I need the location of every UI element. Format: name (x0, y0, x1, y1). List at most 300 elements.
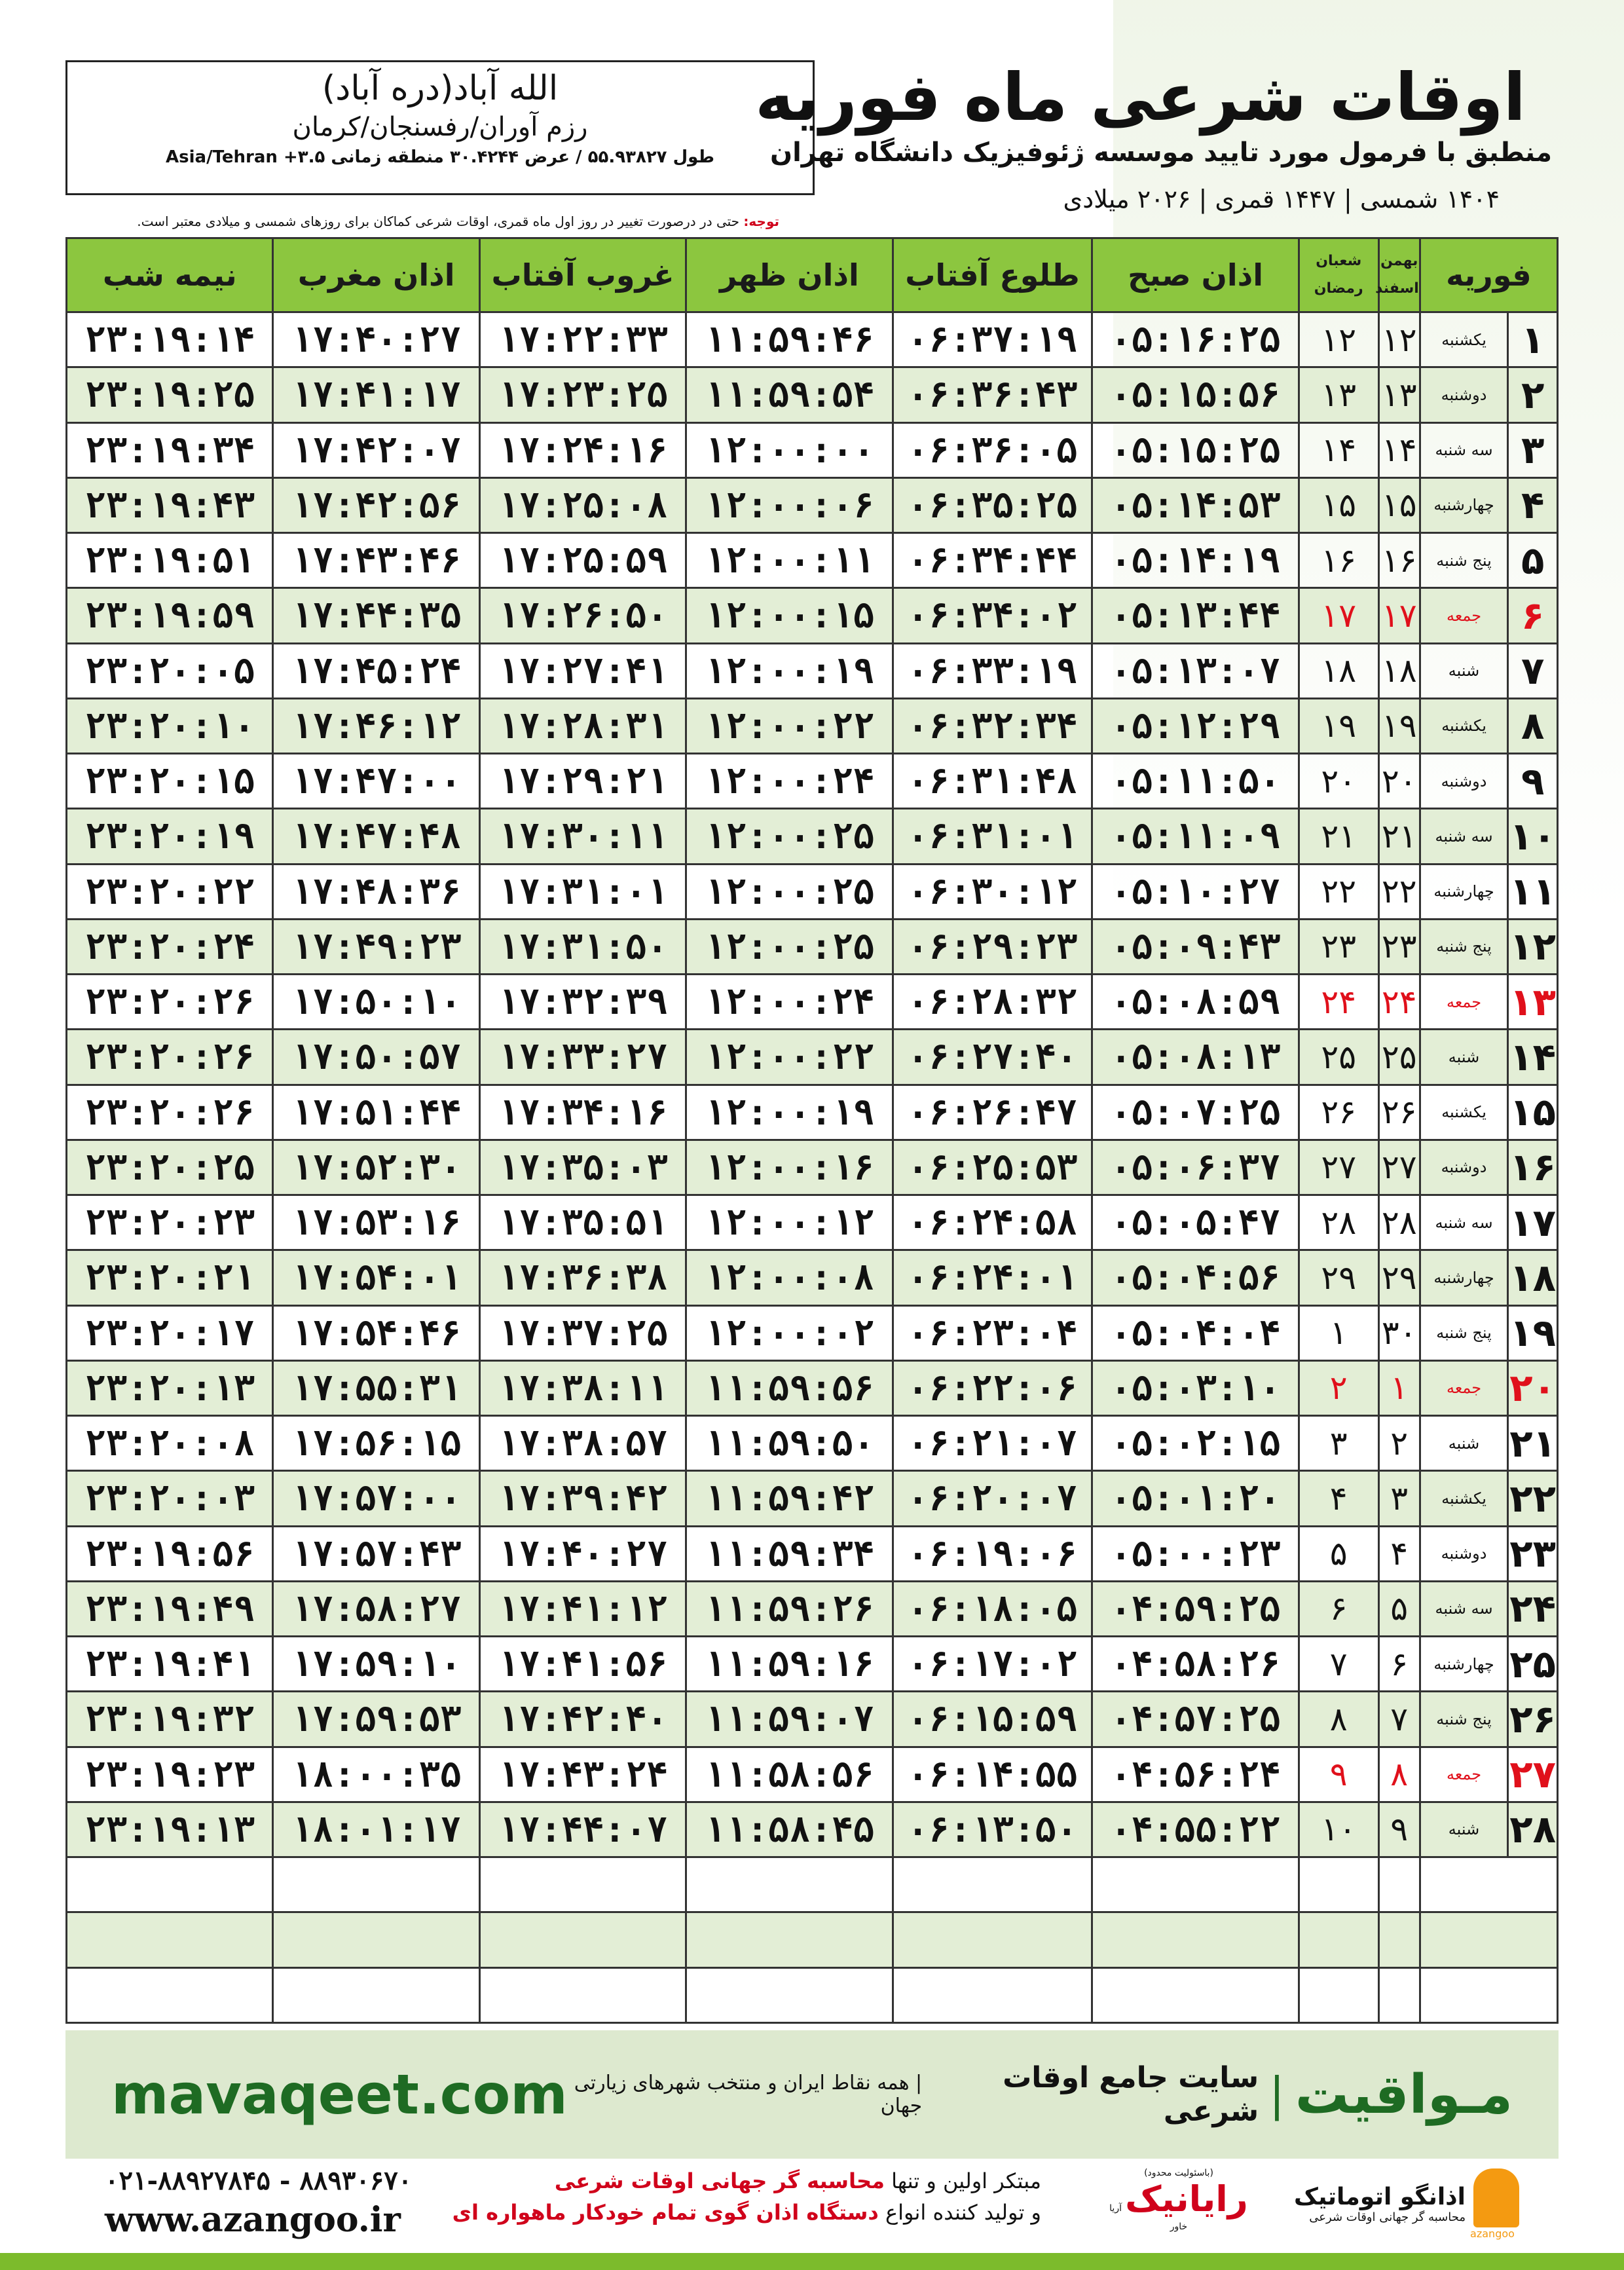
header-shamsi (1375, 238, 1420, 312)
table-cell-weekday: چهارشنبه (1420, 1637, 1508, 1692)
table-cell-hijri: ۴ (1299, 1471, 1378, 1526)
table-cell-sunrise: ۰۶:۲۵:۵۳ (893, 1140, 1092, 1195)
table-cell-fajr: ۰۵:۰۴:۵۶ (1092, 1250, 1299, 1305)
table-cell-weekday: پنج شنبه (1420, 533, 1508, 588)
brand-tagline: سایت جامع اوقات شرعی (1003, 2061, 1259, 2128)
table-cell-day: ۱۱ (1508, 864, 1558, 919)
table-row (67, 643, 1558, 698)
table-cell-dhuhr: ۱۲:۰۰:۱۱ (686, 533, 893, 588)
table-cell-midnight: ۲۳:۲۰:۱۵ (67, 754, 273, 809)
table-cell-maghrib: ۱۷:۵۳:۱۶ (273, 1195, 479, 1250)
table-cell-fajr: ۰۴:۵۶:۲۴ (1092, 1747, 1299, 1802)
table-cell-weekday: دوشنبه (1420, 754, 1508, 809)
table-cell-sunset: ۱۷:۲۵:۰۸ (479, 477, 686, 532)
table-cell-fajr: ۰۵:۰۰:۲۳ (1092, 1526, 1299, 1581)
brand-name: مـواقیت (1295, 2063, 1513, 2126)
table-cell-shamsi: ۲۲ (1378, 864, 1420, 919)
table-cell-sunset: ۱۷:۴۴:۰۷ (479, 1802, 686, 1857)
table-cell-day: ۲۴ (1508, 1581, 1558, 1636)
table-cell-fajr: ۰۵:۱۴:۱۹ (1092, 533, 1299, 588)
table-cell-weekday: شنبه (1420, 1802, 1508, 1857)
table-cell-sunrise: ۰۶:۳۲:۳۴ (893, 698, 1092, 753)
table-cell-maghrib: ۱۷:۴۲:۰۷ (273, 422, 479, 477)
banner-brand-group (568, 2061, 1513, 2128)
table-cell-maghrib: ۱۷:۵۹:۵۳ (273, 1692, 479, 1747)
table-cell-sunset: ۱۷:۲۴:۱۶ (479, 422, 686, 477)
table-cell-empty (1092, 1912, 1299, 1967)
table-cell-empty (1420, 1912, 1557, 1967)
table-cell-sunrise: ۰۶:۱۸:۰۵ (893, 1581, 1092, 1636)
table-cell-midnight: ۲۳:۱۹:۱۳ (67, 1802, 273, 1857)
promo-line-2 (452, 2197, 1041, 2228)
table-cell-empty (893, 1912, 1092, 1967)
table-cell-sunrise: ۰۶:۳۰:۱۲ (893, 864, 1092, 919)
table-row (67, 809, 1558, 864)
table-cell-midnight: ۲۳:۱۹:۴۳ (67, 477, 273, 532)
table-cell-midnight: ۲۳:۲۰:۲۴ (67, 919, 273, 974)
table-cell-sunrise: ۰۶:۳۱:۰۱ (893, 809, 1092, 864)
table-cell-empty (1299, 1912, 1378, 1967)
table-cell-fajr: ۰۵:۰۳:۱۰ (1092, 1360, 1299, 1415)
header-shamsi-bottom: اسفند (1375, 280, 1419, 297)
table-cell-shamsi: ۱۵ (1378, 477, 1420, 532)
table-cell-midnight: ۲۳:۲۰:۲۳ (67, 1195, 273, 1250)
table-cell-day: ۲۳ (1508, 1526, 1558, 1581)
table-cell-hijri: ۱ (1299, 1305, 1378, 1360)
table-cell-maghrib: ۱۷:۵۵:۳۱ (273, 1360, 479, 1415)
table-cell-shamsi: ۲۸ (1378, 1195, 1420, 1250)
prayer-times-table (65, 237, 1559, 2024)
table-cell-midnight: ۲۳:۲۰:۲۶ (67, 1085, 273, 1140)
table-cell-sunset: ۱۷:۴۰:۲۷ (479, 1526, 686, 1581)
table-cell-sunset: ۱۷:۲۶:۵۰ (479, 588, 686, 643)
azangoo-text (1294, 2184, 1466, 2224)
azangoo-sub: محاسبه گر جهانی اوقات شرعی (1309, 2210, 1466, 2224)
table-cell-empty (1420, 1967, 1557, 2023)
header-midnight: نیمه شب (67, 238, 273, 312)
table-cell-midnight: ۲۳:۲۰:۲۱ (67, 1250, 273, 1305)
table-cell-day: ۱۴ (1508, 1030, 1558, 1085)
table-cell-day: ۱۰ (1508, 809, 1558, 864)
table-cell-fajr: ۰۵:۱۱:۰۹ (1092, 809, 1299, 864)
table-cell-hijri: ۳ (1299, 1416, 1378, 1471)
page-subtitle: منطبق با فرمول مورد تایید موسسه ژئوفیزیک دانشگاه تهران (769, 138, 1552, 168)
table-cell-weekday: یکشنبه (1420, 312, 1508, 367)
table-cell-weekday: چهارشنبه (1420, 1250, 1508, 1305)
note (65, 214, 779, 229)
table-cell-empty (1092, 1967, 1299, 2023)
table-row (67, 864, 1558, 919)
table-cell-hijri: ۲۵ (1299, 1030, 1378, 1085)
table-cell-day: ۱۶ (1508, 1140, 1558, 1195)
table-cell-sunrise: ۰۶:۲۳:۰۴ (893, 1305, 1092, 1360)
table-cell-fajr: ۰۵:۱۱:۵۰ (1092, 754, 1299, 809)
table-cell-dhuhr: ۱۲:۰۰:۲۴ (686, 754, 893, 809)
table-cell-empty (1420, 1857, 1557, 1912)
table-cell-dhuhr: ۱۱:۵۹:۵۶ (686, 1360, 893, 1415)
table-cell-hijri: ۵ (1299, 1526, 1378, 1581)
table-cell-midnight: ۲۳:۱۹:۴۹ (67, 1581, 273, 1636)
table-cell-sunset: ۱۷:۳۹:۴۲ (479, 1471, 686, 1526)
table-cell-hijri: ۲۸ (1299, 1195, 1378, 1250)
table-cell-weekday: پنج شنبه (1420, 1692, 1508, 1747)
table-cell-day: ۱۲ (1508, 919, 1558, 974)
contact-info (105, 2165, 412, 2240)
table-cell-weekday: جمعه (1420, 1360, 1508, 1415)
table-cell-dhuhr: ۱۲:۰۰:۰۸ (686, 1250, 893, 1305)
table-cell-dhuhr: ۱۱:۵۹:۴۶ (686, 312, 893, 367)
azangoo-logo-mark (1466, 2168, 1519, 2240)
table-cell-sunset: ۱۷:۴۳:۲۴ (479, 1747, 686, 1802)
table-cell-midnight: ۲۳:۲۰:۰۸ (67, 1416, 273, 1471)
table-row-empty (67, 1912, 1558, 1967)
table-cell-day: ۱۹ (1508, 1305, 1558, 1360)
table-cell-sunrise: ۰۶:۲۰:۰۷ (893, 1471, 1092, 1526)
header-sunrise: طلوع آفتاب (893, 238, 1092, 312)
table-cell-shamsi: ۳ (1378, 1471, 1420, 1526)
table-cell-sunrise: ۰۶:۳۱:۴۸ (893, 754, 1092, 809)
table-cell-weekday: یکشنبه (1420, 698, 1508, 753)
table-cell-fajr: ۰۵:۱۳:۴۴ (1092, 588, 1299, 643)
azangoo-name: اذانگو اتوماتیک (1293, 2184, 1466, 2210)
table-cell-midnight: ۲۳:۲۰:۲۶ (67, 975, 273, 1030)
table-cell-sunset: ۱۷:۳۶:۳۸ (479, 1250, 686, 1305)
table-cell-midnight: ۲۳:۱۹:۳۲ (67, 1692, 273, 1747)
table-cell-maghrib: ۱۷:۴۶:۱۲ (273, 698, 479, 753)
table-cell-maghrib: ۱۸:۰۰:۳۵ (273, 1747, 479, 1802)
footer-banner (65, 2030, 1559, 2159)
table-cell-empty (479, 1857, 686, 1912)
table-cell-day: ۲۷ (1508, 1747, 1558, 1802)
phone-numbers: ۰۲۱-۸۸۹۲۷۸۴۵ - ۸۸۹۳۰۶۷۰ (105, 2165, 413, 2196)
table-cell-hijri: ۱۶ (1299, 533, 1378, 588)
table-cell-maghrib: ۱۷:۴۸:۳۶ (273, 864, 479, 919)
table-cell-dhuhr: ۱۱:۵۹:۲۶ (686, 1581, 893, 1636)
table-cell-dhuhr: ۱۲:۰۰:۱۶ (686, 1140, 893, 1195)
table-cell-dhuhr: ۱۱:۵۹:۵۰ (686, 1416, 893, 1471)
table-row (67, 588, 1558, 643)
table-cell-day: ۷ (1508, 643, 1558, 698)
promo-line-2-a: و تولید کننده انواع (885, 2200, 1041, 2225)
table-cell-day: ۴ (1508, 477, 1558, 532)
header-hijri-bottom: رمضان (1314, 280, 1363, 297)
table-cell-weekday: شنبه (1420, 643, 1508, 698)
location-region: رزم آوران/رفسنجان/کرمان (292, 112, 588, 142)
table-cell-fajr: ۰۵:۰۵:۴۷ (1092, 1195, 1299, 1250)
bottom-bar (0, 2253, 1624, 2270)
table-row (67, 367, 1558, 422)
table-cell-sunset: ۱۷:۲۹:۲۱ (479, 754, 686, 809)
table-cell-midnight: ۲۳:۲۰:۱۹ (67, 809, 273, 864)
table-cell-dhuhr: ۱۲:۰۰:۱۲ (686, 1195, 893, 1250)
table-cell-maghrib: ۱۸:۰۱:۱۷ (273, 1802, 479, 1857)
table-cell-dhuhr: ۱۲:۰۰:۱۹ (686, 643, 893, 698)
table-cell-empty (273, 1857, 479, 1912)
table-cell-hijri: ۱۸ (1299, 643, 1378, 698)
table-cell-day: ۸ (1508, 698, 1558, 753)
table-row (67, 477, 1558, 532)
table-cell-maghrib: ۱۷:۵۰:۱۰ (273, 975, 479, 1030)
table-cell-hijri: ۲۱ (1299, 809, 1378, 864)
table-cell-dhuhr: ۱۲:۰۰:۲۵ (686, 864, 893, 919)
table-cell-fajr: ۰۵:۰۹:۴۳ (1092, 919, 1299, 974)
table-cell-dhuhr: ۱۲:۰۰:۲۲ (686, 698, 893, 753)
table-cell-sunrise: ۰۶:۲۲:۰۶ (893, 1360, 1092, 1415)
table-cell-maghrib: ۱۷:۴۲:۵۶ (273, 477, 479, 532)
table-cell-day: ۵ (1508, 533, 1558, 588)
table-row (67, 754, 1558, 809)
raynik-logo-sub: آریا خاور (1109, 2203, 1188, 2232)
table-cell-empty (1378, 1857, 1420, 1912)
table-cell-midnight: ۲۳:۲۰:۱۳ (67, 1360, 273, 1415)
table-cell-maghrib: ۱۷:۵۱:۴۴ (273, 1085, 479, 1140)
table-cell-sunset: ۱۷:۳۱:۰۱ (479, 864, 686, 919)
table-cell-shamsi: ۹ (1378, 1802, 1420, 1857)
table-cell-shamsi: ۲۰ (1378, 754, 1420, 809)
table-cell-empty (1299, 1857, 1378, 1912)
table-cell-midnight: ۲۳:۲۰:۲۵ (67, 1140, 273, 1195)
table-cell-hijri: ۱۲ (1299, 312, 1378, 367)
table-row (67, 1526, 1558, 1581)
table-cell-maghrib: ۱۷:۴۹:۲۳ (273, 919, 479, 974)
promo-line-1-a: مبتکر اولین و تنها (891, 2168, 1041, 2193)
table-cell-sunrise: ۰۶:۲۷:۴۰ (893, 1030, 1092, 1085)
table-cell-maghrib: ۱۷:۴۴:۳۵ (273, 588, 479, 643)
table-cell-midnight: ۲۳:۱۹:۱۴ (67, 312, 273, 367)
table-cell-empty (1299, 1967, 1378, 2023)
table-row-empty (67, 1857, 1558, 1912)
table-cell-midnight: ۲۳:۱۹:۵۶ (67, 1526, 273, 1581)
table-cell-sunset: ۱۷:۲۷:۴۱ (479, 643, 686, 698)
raynik-logo-small: (باسئولیت محدود) (1144, 2168, 1213, 2178)
table-cell-sunrise: ۰۶:۲۴:۵۸ (893, 1195, 1092, 1250)
table-cell-hijri: ۸ (1299, 1692, 1378, 1747)
table-cell-day: ۲ (1508, 367, 1558, 422)
table-cell-maghrib: ۱۷:۴۷:۰۰ (273, 754, 479, 809)
table-cell-sunrise: ۰۶:۲۱:۰۷ (893, 1416, 1092, 1471)
location-box (65, 60, 815, 195)
table-cell-dhuhr: ۱۲:۰۰:۰۲ (686, 1305, 893, 1360)
table-cell-day: ۱۳ (1508, 975, 1558, 1030)
table-cell-sunset: ۱۷:۳۸:۱۱ (479, 1360, 686, 1415)
table-cell-shamsi: ۱۸ (1378, 643, 1420, 698)
table-cell-day: ۱۸ (1508, 1250, 1558, 1305)
header-maghrib: اذان مغرب (273, 238, 479, 312)
table-cell-weekday: جمعه (1420, 588, 1508, 643)
table-cell-midnight: ۲۳:۱۹:۲۵ (67, 367, 273, 422)
table-cell-fajr: ۰۵:۰۶:۳۷ (1092, 1140, 1299, 1195)
table-cell-hijri: ۲۰ (1299, 754, 1378, 809)
table-cell-sunrise: ۰۶:۳۵:۲۵ (893, 477, 1092, 532)
table-cell-weekday: شنبه (1420, 1030, 1508, 1085)
table-cell-shamsi: ۲۹ (1378, 1250, 1420, 1305)
table-row (67, 1416, 1558, 1471)
table-cell-fajr: ۰۵:۱۲:۲۹ (1092, 698, 1299, 753)
table-cell-sunrise: ۰۶:۳۴:۰۲ (893, 588, 1092, 643)
table-cell-sunset: ۱۷:۳۱:۵۰ (479, 919, 686, 974)
table-cell-maghrib: ۱۷:۵۴:۰۱ (273, 1250, 479, 1305)
table-cell-weekday: دوشنبه (1420, 1526, 1508, 1581)
table-cell-maghrib: ۱۷:۵۴:۴۶ (273, 1305, 479, 1360)
table-cell-empty (479, 1912, 686, 1967)
table-cell-maghrib: ۱۷:۵۸:۲۷ (273, 1581, 479, 1636)
table-cell-day: ۹ (1508, 754, 1558, 809)
table-cell-hijri: ۲۴ (1299, 975, 1378, 1030)
table-cell-weekday: یکشنبه (1420, 1085, 1508, 1140)
location-coordinates: طول ۵۵.۹۳۸۲۷ / عرض ۳۰.۴۲۴۴ منطقه زمانی ۳.۵+ Asia/Tehran (166, 147, 714, 167)
table-cell-sunset: ۱۷:۳۰:۱۱ (479, 809, 686, 864)
table-cell-fajr: ۰۴:۵۹:۲۵ (1092, 1581, 1299, 1636)
table-cell-shamsi: ۳۰ (1378, 1305, 1420, 1360)
table-cell-shamsi: ۷ (1378, 1692, 1420, 1747)
table-cell-dhuhr: ۱۱:۵۸:۴۵ (686, 1802, 893, 1857)
page-title: اوقات شرعی ماه فوریه (755, 59, 1526, 136)
table-cell-day: ۱۵ (1508, 1085, 1558, 1140)
table-cell-hijri: ۹ (1299, 1747, 1378, 1802)
table-cell-shamsi: ۱۴ (1378, 422, 1420, 477)
table-cell-empty (686, 1912, 893, 1967)
table-cell-weekday: پنج شنبه (1420, 1305, 1508, 1360)
table-cell-shamsi: ۴ (1378, 1526, 1420, 1581)
table-cell-empty (1378, 1967, 1420, 2023)
table-cell-empty (686, 1967, 893, 2023)
table-cell-sunrise: ۰۶:۳۷:۱۹ (893, 312, 1092, 367)
table-cell-sunset: ۱۷:۲۲:۳۳ (479, 312, 686, 367)
note-text: حتی در درصورت تغییر در روز اول ماه قمری، اوقات شرعی کماکان برای روزهای شمسی و میلادی معتبر است. (137, 214, 740, 229)
table-cell-empty (1092, 1857, 1299, 1912)
table-cell-dhuhr: ۱۱:۵۹:۱۶ (686, 1637, 893, 1692)
header-fajr: اذان صبح (1092, 238, 1299, 312)
table-cell-sunrise: ۰۶:۱۴:۵۵ (893, 1747, 1092, 1802)
table-cell-maghrib: ۱۷:۴۳:۴۶ (273, 533, 479, 588)
table-cell-shamsi: ۸ (1378, 1747, 1420, 1802)
table-cell-maghrib: ۱۷:۴۷:۴۸ (273, 809, 479, 864)
table-cell-dhuhr: ۱۲:۰۰:۲۴ (686, 975, 893, 1030)
table-cell-midnight: ۲۳:۲۰:۰۳ (67, 1471, 273, 1526)
raynik-logo-name: رایانیک (1125, 2178, 1248, 2220)
table-cell-day: ۶ (1508, 588, 1558, 643)
table-cell-weekday: جمعه (1420, 975, 1508, 1030)
table-cell-empty (67, 1967, 273, 2023)
table-cell-hijri: ۱۴ (1299, 422, 1378, 477)
table-cell-sunset: ۱۷:۴۲:۴۰ (479, 1692, 686, 1747)
table-row (67, 1250, 1558, 1305)
header-sunset: غروب آفتاب (479, 238, 686, 312)
table-row (67, 1195, 1558, 1250)
table-cell-dhuhr: ۱۲:۰۰:۰۶ (686, 477, 893, 532)
table-cell-fajr: ۰۵:۱۴:۵۳ (1092, 477, 1299, 532)
table-cell-shamsi: ۲۳ (1378, 919, 1420, 974)
table-cell-hijri: ۲۷ (1299, 1140, 1378, 1195)
table-cell-weekday: سه شنبه (1420, 422, 1508, 477)
table-cell-midnight: ۲۳:۲۰:۰۵ (67, 643, 273, 698)
table-row (67, 975, 1558, 1030)
header-dhuhr: اذان ظهر (686, 238, 893, 312)
table-cell-sunrise: ۰۶:۳۴:۴۴ (893, 533, 1092, 588)
table-row (67, 1305, 1558, 1360)
table-cell-maghrib: ۱۷:۵۶:۱۵ (273, 1416, 479, 1471)
table-cell-weekday: سه شنبه (1420, 809, 1508, 864)
table-row (67, 1581, 1558, 1636)
table-cell-hijri: ۱۳ (1299, 367, 1378, 422)
table-cell-day: ۲۱ (1508, 1416, 1558, 1471)
table-cell-day: ۲۸ (1508, 1802, 1558, 1857)
table-cell-shamsi: ۲ (1378, 1416, 1420, 1471)
table-cell-shamsi: ۱۷ (1378, 588, 1420, 643)
table-cell-sunset: ۱۷:۴۱:۱۲ (479, 1581, 686, 1636)
table-row (67, 422, 1558, 477)
table-cell-sunrise: ۰۶:۲۸:۳۲ (893, 975, 1092, 1030)
table-cell-weekday: یکشنبه (1420, 1471, 1508, 1526)
table-cell-dhuhr: ۱۱:۵۹:۳۴ (686, 1526, 893, 1581)
table-cell-weekday: چهارشنبه (1420, 477, 1508, 532)
table-row (67, 1637, 1558, 1692)
table-cell-shamsi: ۲۴ (1378, 975, 1420, 1030)
table-cell-midnight: ۲۳:۲۰:۲۲ (67, 864, 273, 919)
table-cell-fajr: ۰۵:۰۲:۱۵ (1092, 1416, 1299, 1471)
table-cell-day: ۲۲ (1508, 1471, 1558, 1526)
table-cell-dhuhr: ۱۱:۵۹:۵۴ (686, 367, 893, 422)
location-city: الله آباد(دره آباد) (322, 69, 559, 108)
table-row (67, 1085, 1558, 1140)
header-shamsi-top: بهمن (1380, 253, 1418, 270)
table-cell-maghrib: ۱۷:۵۰:۵۷ (273, 1030, 479, 1085)
table-cell-hijri: ۱۷ (1299, 588, 1378, 643)
table-row (67, 1747, 1558, 1802)
header-hijri-top: شعبان (1316, 253, 1362, 270)
table-cell-maghrib: ۱۷:۴۱:۱۷ (273, 367, 479, 422)
table-cell-hijri: ۲۶ (1299, 1085, 1378, 1140)
table-cell-hijri: ۱۰ (1299, 1802, 1378, 1857)
promo-line-2-b: دستگاه اذان گوی تمام خودکار ماهواره ای (452, 2200, 879, 2225)
table-row (67, 919, 1558, 974)
table-cell-shamsi: ۲۶ (1378, 1085, 1420, 1140)
table-cell-sunset: ۱۷:۲۳:۲۵ (479, 367, 686, 422)
table-cell-hijri: ۲۲ (1299, 864, 1378, 919)
table-cell-dhuhr: ۱۲:۰۰:۲۵ (686, 809, 893, 864)
header-month: فوریه (1420, 238, 1557, 312)
table-cell-shamsi: ۱۶ (1378, 533, 1420, 588)
table-cell-empty (479, 1967, 686, 2023)
table-cell-weekday: چهارشنبه (1420, 864, 1508, 919)
table-cell-midnight: ۲۳:۱۹:۳۴ (67, 422, 273, 477)
website-link[interactable]: www.azangoo.ir (105, 2200, 401, 2240)
table-cell-dhuhr: ۱۲:۰۰:۰۰ (686, 422, 893, 477)
table-cell-fajr: ۰۵:۱۵:۵۶ (1092, 367, 1299, 422)
banner-url[interactable]: mavaqeet.com (111, 2062, 568, 2127)
table-cell-weekday: دوشنبه (1420, 367, 1508, 422)
table-cell-hijri: ۲۹ (1299, 1250, 1378, 1305)
table-cell-sunrise: ۰۶:۲۴:۰۱ (893, 1250, 1092, 1305)
table-cell-day: ۲۶ (1508, 1692, 1558, 1747)
table-cell-weekday: جمعه (1420, 1747, 1508, 1802)
table-cell-weekday: دوشنبه (1420, 1140, 1508, 1195)
azangoo-brand: azangoo (1470, 2227, 1515, 2240)
table-cell-dhuhr: ۱۱:۵۹:۰۷ (686, 1692, 893, 1747)
promo-text (452, 2165, 1041, 2228)
brand-tagline-2: | همه نقاط ایران و منتخب شهرهای زیارتی جهان (574, 2072, 923, 2117)
table-cell-maghrib: ۱۷:۴۵:۲۴ (273, 643, 479, 698)
table-cell-fajr: ۰۴:۵۷:۲۵ (1092, 1692, 1299, 1747)
table-cell-sunrise: ۰۶:۲۶:۴۷ (893, 1085, 1092, 1140)
table-cell-sunrise: ۰۶:۳۶:۴۳ (893, 367, 1092, 422)
year-dates: ۱۴۰۴ شمسی | ۱۴۴۷ قمری | ۲۰۲۶ میلادی (1063, 185, 1500, 214)
table-row (67, 312, 1558, 367)
table-cell-empty (686, 1857, 893, 1912)
table-cell-shamsi: ۲۵ (1378, 1030, 1420, 1085)
azangoo-logo (1283, 2165, 1519, 2243)
header-hijri (1299, 238, 1378, 312)
